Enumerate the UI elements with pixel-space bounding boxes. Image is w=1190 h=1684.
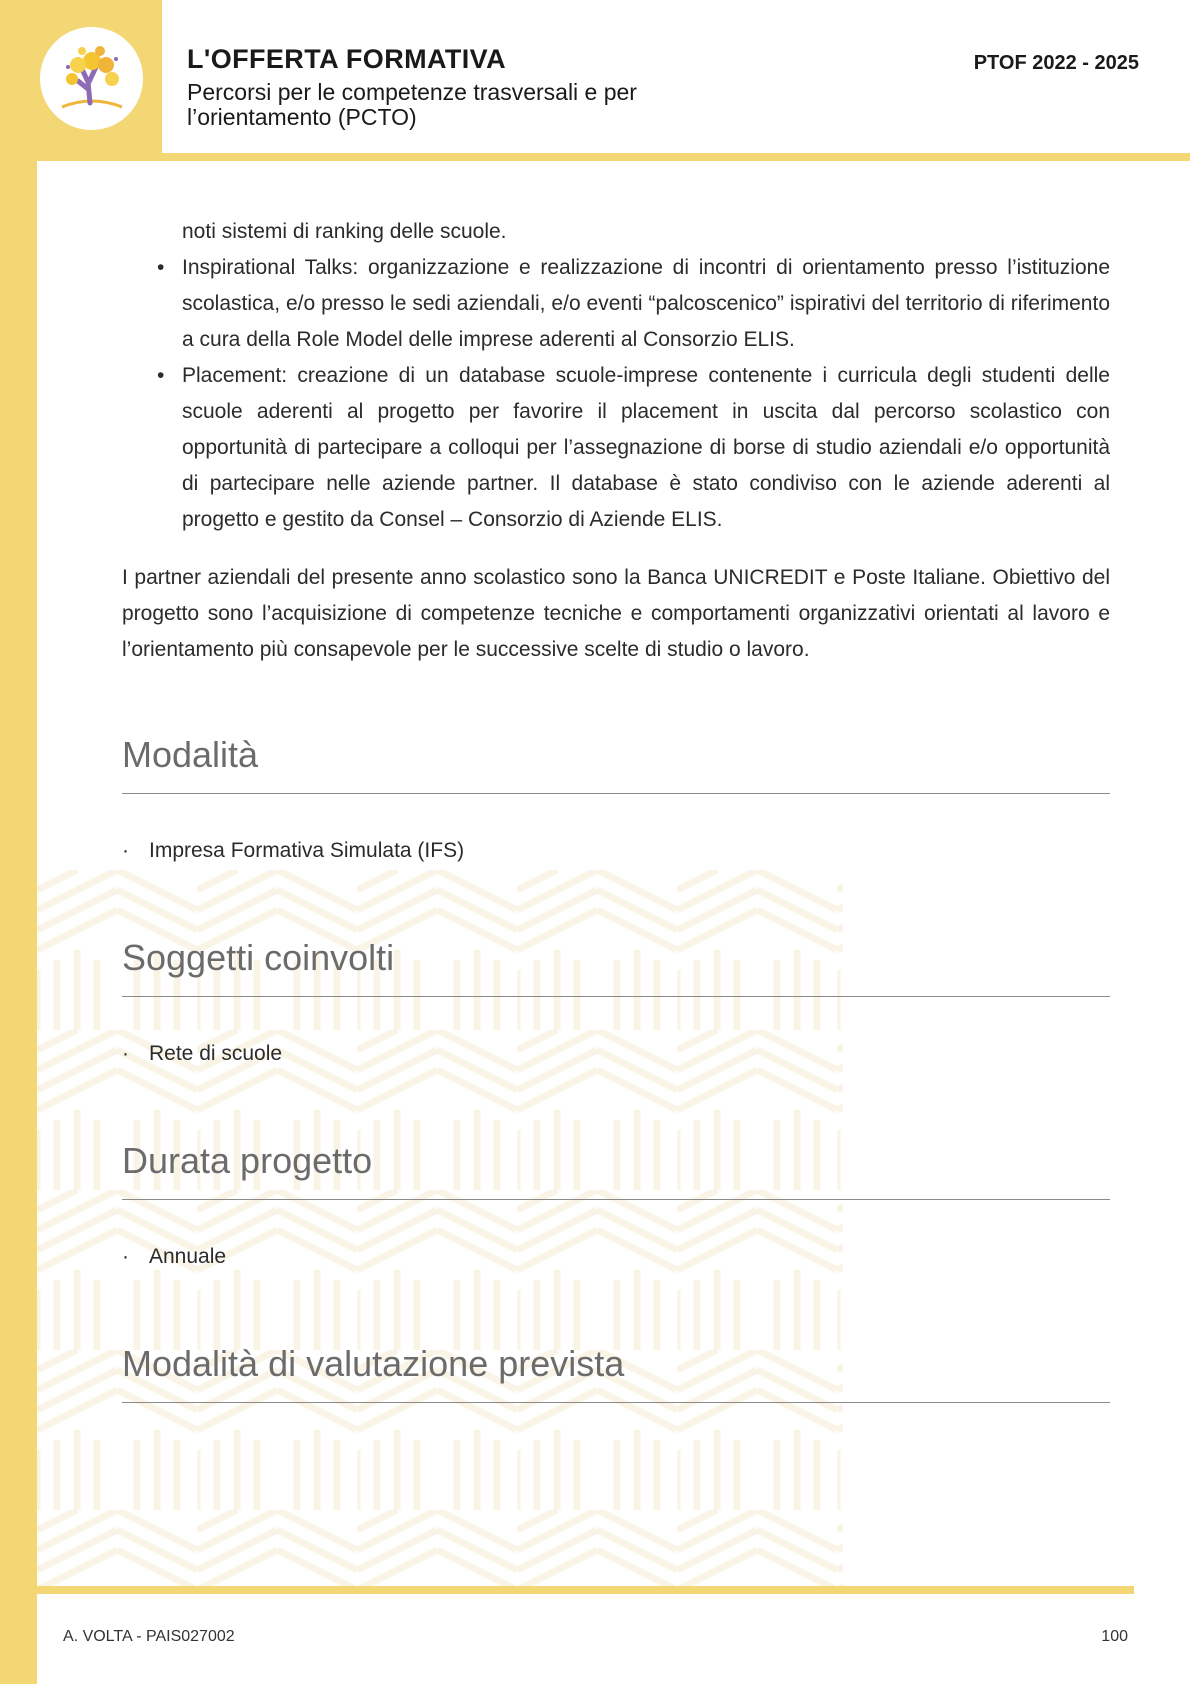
section-item-modalita xyxy=(122,836,464,866)
bullet-icon: · xyxy=(122,1245,129,1268)
footer-school-code: A. VOLTA - PAIS027002 xyxy=(63,1628,235,1645)
page-number: 100 xyxy=(1101,1628,1128,1645)
header-title: L'OFFERTA FORMATIVA xyxy=(187,44,506,74)
bullet-continuation: noti sistemi di ranking delle scuole. xyxy=(182,220,507,243)
header-divider xyxy=(37,153,1190,161)
ptof-label: PTOF 2022 - 2025 xyxy=(973,52,1139,74)
tree-logo-icon xyxy=(52,37,132,117)
bullet-placement: • Placement: creazione di un database scuole-imprese contenente i curricula degli studenti delle scuole aderenti al progetto per favorire il placement in uscita dal percorso scolastico con opportunità di partecipare a colloqui per l’assegnazione di borse di studio aziendali e/o opportunità di partecipare nelle aziende partner. Il database è stato condiviso con le aziende aderenti al progetto e gestito da Consel – Consorzio di Aziende ELIS. xyxy=(122,358,1110,538)
bullet-list xyxy=(122,214,1110,538)
header-subtitle: Percorsi per le competenze trasversali e per l’orientamento (PCTO) xyxy=(187,79,637,130)
bullet-inspirational-talks: • Inspirational Talks: organizzazione e realizzazione di incontri di orientamento presso l’istituzione scolastica, e/o presso le sedi aziendali, e/o eventi “palcoscenico” ispirativi del territorio di riferimento a cura della Role Model delle imprese aderenti al Consorzio ELIS. xyxy=(122,250,1110,358)
section-title-modalita: Modalità xyxy=(122,735,1110,794)
section-item-soggetti xyxy=(122,1039,282,1069)
partners-paragraph: I partner aziendali del presente anno scolastico sono la Banca UNICREDIT e Poste Italiane. Obiettivo del progetto sono l’acquisizione di competenze tecniche e comportamenti organizzativi orientati al lavoro e l’orientamento più consapevole per le successive scelte di studio o lavoro. xyxy=(122,566,1110,661)
body-content xyxy=(122,214,1110,668)
section-title-durata: Durata progetto xyxy=(122,1141,1110,1200)
section-item-label: Rete di scuole xyxy=(149,1042,283,1065)
section-title-soggetti: Soggetti coinvolti xyxy=(122,938,1110,997)
footer-divider xyxy=(37,1586,1134,1594)
section-title-valutazione: Modalità di valutazione prevista xyxy=(122,1344,1110,1403)
left-accent-bar xyxy=(0,0,37,1684)
school-logo xyxy=(40,27,143,130)
section-item-label: Annuale xyxy=(149,1245,227,1268)
bullet-icon: · xyxy=(122,1042,129,1065)
section-item-label: Impresa Formativa Simulata (IFS) xyxy=(149,839,465,862)
bullet-icon: · xyxy=(122,839,129,862)
section-item-durata xyxy=(122,1242,226,1272)
